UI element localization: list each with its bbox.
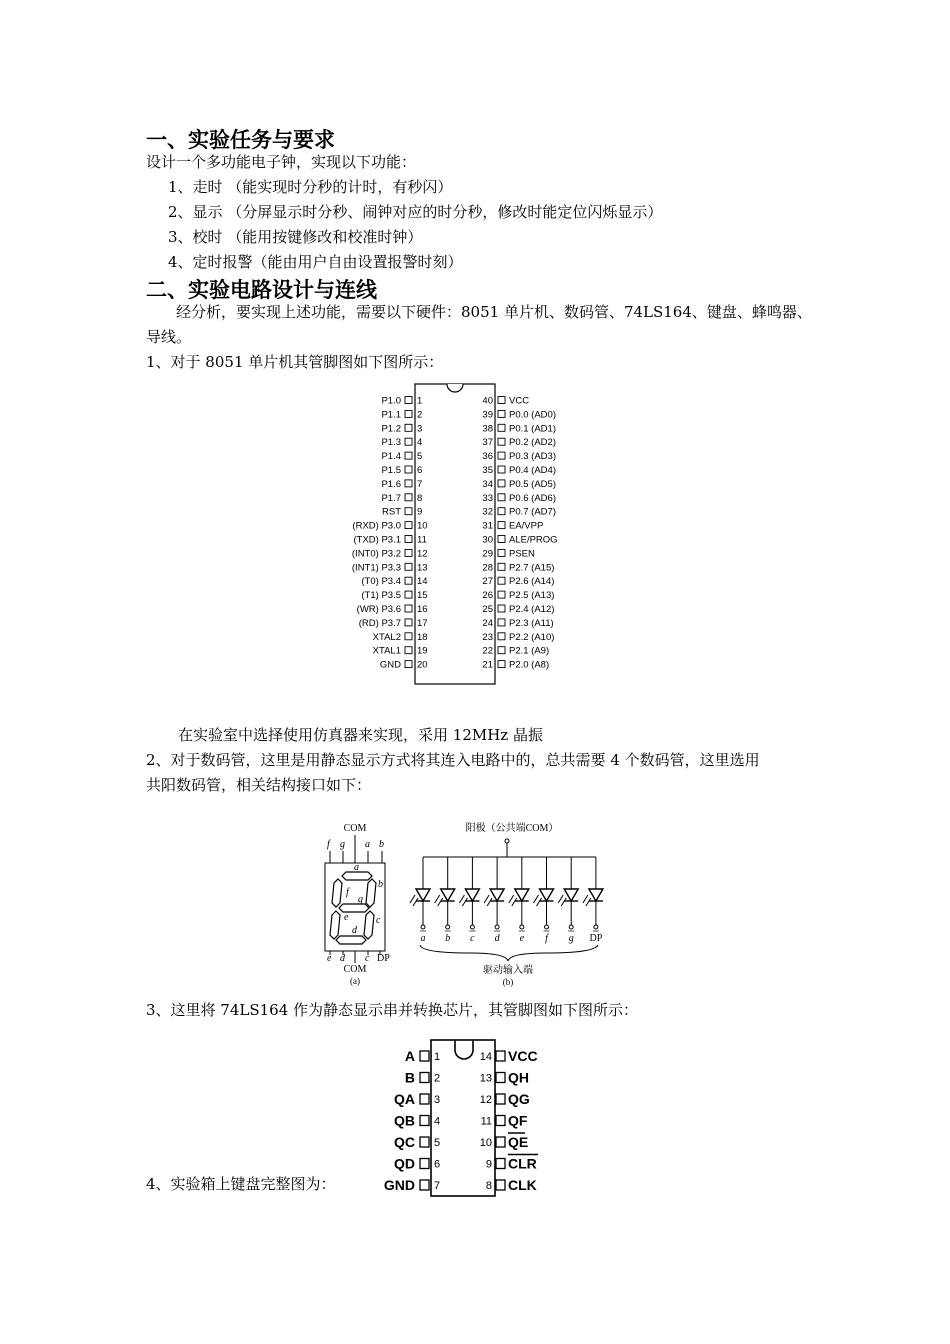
pin-number: 8 (417, 492, 423, 504)
bottom-pin-DP: DP (377, 953, 390, 964)
led-a (410, 857, 430, 944)
pin-label: QE (508, 1134, 529, 1150)
led-input-b: b (445, 933, 451, 944)
led-input-e: e (519, 933, 525, 944)
pin-label: CLR (508, 1155, 537, 1172)
pin-number: 16 (417, 604, 428, 615)
pin-label: QD (394, 1155, 415, 1172)
pin-label: P2.7 (A15) (509, 562, 555, 574)
pin-number: 12 (417, 548, 428, 560)
pin-number: 6 (434, 1158, 441, 1171)
pin-label: QA (394, 1091, 415, 1107)
pin-label: P2.1 (A9) (509, 645, 550, 657)
pin-label: P2.5 (A13) (509, 590, 555, 602)
item-74ls164: 3、这里将 74LS164 作为静态显示串并转换芯片，其管脚图如下图所示： (146, 1001, 639, 1019)
pin-label: P0.2 (AD2) (509, 437, 556, 449)
pin-label: GND (383, 1177, 415, 1193)
item-8051: 1、对于 8051 单片机其管脚图如下图所示： (146, 353, 444, 371)
pin-label: XTAL2 (372, 631, 401, 643)
pin-8051-right-28 (482, 562, 554, 573)
pin-label: VCC (509, 395, 530, 407)
segment-d-label: d (352, 925, 357, 936)
bottom-pin-d: d (340, 953, 345, 964)
simulator-note: 在实验室中选择使用仿真器来实现，采用 12MHz 晶振 (178, 726, 543, 744)
pin-number: 20 (417, 659, 428, 671)
pin-label: P1.1 (381, 409, 401, 421)
pin-label: (TXD) P3.1 (353, 534, 401, 546)
com-top-label: COM (343, 823, 367, 834)
pin-label: P1.2 (381, 423, 401, 435)
pin-number: 40 (482, 395, 493, 407)
pin-number: 9 (417, 506, 423, 518)
top-pin-f: f (327, 839, 330, 850)
pin-label: P2.2 (A10) (509, 631, 555, 643)
pin-number: 24 (482, 617, 493, 629)
item-seven-seg-line1: 2、对于数码管，这里是用静态显示方式将其连入电路中的，总共需要 4 个数码管，这里选用 (146, 751, 760, 769)
pin-label: QC (394, 1134, 415, 1150)
pin-label: VCC (508, 1048, 538, 1064)
pin-8051-right-33 (482, 493, 556, 504)
pin-number: 14 (479, 1051, 492, 1063)
pin-8051-right-25 (482, 604, 554, 615)
pin-number: 4 (434, 1115, 441, 1128)
pin-number: 38 (482, 423, 493, 435)
bottom-pin-c: c (365, 953, 370, 964)
chip-8051-pinout (335, 380, 585, 690)
led-b (435, 857, 455, 944)
drive-input-label: 驱动输入端 (483, 965, 533, 976)
pin-number: 8 (485, 1180, 492, 1192)
chip-74ls164-pinout (375, 1036, 545, 1204)
pin-number: 15 (417, 590, 428, 602)
pin-8051-right-31 (482, 521, 543, 532)
segment-a-label: a (354, 862, 359, 873)
pin-number: 11 (417, 534, 427, 546)
pin-label: P1.3 (381, 437, 401, 449)
pin-8051-right-24 (482, 618, 553, 629)
pin-8051-left-10 (352, 521, 427, 532)
pin-8051-left-18 (373, 632, 428, 643)
pin-number: 37 (482, 437, 493, 449)
pin-label: P0.7 (AD7) (509, 506, 556, 518)
pin-164-right-14 (480, 1048, 538, 1064)
hardware-paragraph-line2: 导线。 (146, 328, 192, 346)
pin-label: P0.6 (AD6) (509, 492, 556, 504)
pin-number: 27 (482, 576, 493, 588)
pin-label: XTAL1 (372, 645, 401, 657)
pin-8051-left-12 (352, 548, 428, 559)
pin-number: 33 (482, 492, 493, 504)
task-item-2: 2、显示 （分屏显示时分秒、闹钟对应的时分秒，修改时能定位闪烁显示） (168, 203, 663, 221)
pin-164-right-10 (480, 1134, 528, 1150)
pin-label: (INT0) P3.2 (351, 548, 401, 560)
section1-intro: 设计一个多功能电子钟，实现以下功能： (146, 153, 417, 171)
pin-number: 22 (482, 645, 493, 657)
pin-label: P2.3 (A11) (509, 617, 554, 629)
pin-number: 36 (482, 451, 493, 463)
pin-number: 30 (482, 534, 493, 546)
pin-label: P2.4 (A12) (509, 604, 555, 615)
led-d (484, 857, 504, 944)
pin-number: 7 (417, 478, 423, 490)
pin-8051-left-13 (352, 562, 428, 573)
pin-8051-left-8 (381, 493, 422, 504)
pin-number: 1 (434, 1051, 441, 1063)
bottom-pin-e: e (327, 953, 332, 964)
pin-label: P1.4 (381, 451, 401, 463)
segment-e-label: e (344, 912, 349, 923)
pin-label: P0.1 (AD1) (509, 423, 556, 435)
led-f (534, 857, 554, 944)
led-input-a: a (420, 933, 426, 944)
pin-label: QH (508, 1069, 529, 1086)
pin-8051-right-34 (482, 479, 556, 490)
pin-164-right-11 (481, 1113, 528, 1129)
pin-8051-right-21 (482, 660, 549, 671)
pin-8051-right-30 (482, 535, 557, 546)
pin-8051-left-2 (381, 409, 422, 420)
seven-segment-diagram (310, 815, 630, 995)
pin-label: CLK (508, 1177, 537, 1193)
pin-label: QB (394, 1112, 415, 1129)
pin-number: 26 (482, 590, 493, 602)
pin-number: 28 (482, 562, 493, 574)
pin-164-left-6 (394, 1156, 440, 1172)
pin-164-left-3 (394, 1091, 440, 1107)
pin-label: P1.6 (381, 478, 401, 490)
task-item-3: 3、校时 （能用按键修改和校准时钟） (168, 228, 423, 246)
pin-label: (INT1) P3.3 (351, 562, 401, 574)
pin-number: 7 (434, 1180, 441, 1192)
pin-label: P0.3 (AD3) (509, 451, 556, 463)
pin-number: 1 (417, 395, 423, 407)
pin-8051-left-15 (361, 590, 427, 601)
pin-8051-left-14 (361, 576, 427, 587)
section2-heading: 二、实验电路设计与连线 (146, 278, 377, 302)
pin-number: 3 (417, 423, 423, 435)
pin-label: QG (508, 1091, 530, 1107)
pin-label: (T0) P3.4 (361, 576, 401, 588)
pin-164-right-9 (486, 1156, 537, 1172)
led-input-f: f (545, 933, 548, 944)
pin-number: 10 (417, 520, 428, 532)
pin-164-right-12 (480, 1091, 530, 1107)
pin-164-left-4 (394, 1113, 440, 1129)
anode-label: 阳极（公共端COM） (465, 823, 559, 834)
pin-8051-left-6 (381, 465, 422, 476)
pin-number: 3 (434, 1094, 441, 1106)
pin-label: A (404, 1048, 415, 1064)
pin-8051-left-1 (381, 396, 422, 407)
led-c (459, 857, 479, 944)
top-pin-g: g (340, 839, 345, 850)
pin-8051-right-22 (482, 646, 549, 657)
pin-8051-right-38 (482, 423, 556, 434)
pin-number: 2 (417, 409, 423, 421)
com-bottom-label: COM (343, 964, 367, 975)
pin-8051-left-5 (381, 451, 422, 462)
led-input-c: c (470, 933, 475, 944)
task-item-1: 1、走时 （能实现时分秒的计时，有秒闪） (168, 178, 453, 196)
pin-number: 14 (417, 576, 428, 588)
pin-8051-left-3 (381, 423, 422, 434)
pin-label: QF (508, 1112, 528, 1129)
pin-number: 2 (434, 1072, 441, 1085)
pin-8051-left-17 (359, 618, 428, 629)
pin-number: 9 (485, 1158, 492, 1171)
pin-8051-left-7 (381, 479, 422, 490)
pin-label: EA/VPP (509, 520, 544, 532)
pin-label: P0.0 (AD0) (509, 409, 556, 421)
pin-label: P0.4 (AD4) (509, 465, 556, 476)
pin-label: P1.7 (381, 492, 401, 504)
segment-c-label: c (376, 915, 381, 926)
pin-number: 17 (417, 617, 428, 629)
pin-8051-left-4 (381, 437, 422, 448)
pin-number: 13 (417, 562, 428, 574)
pin-number: 29 (482, 548, 493, 560)
pin-label: GND (379, 659, 401, 671)
item-keyboard: 4、实验箱上键盘完整图为： (146, 1175, 336, 1193)
pin-label: (RD) P3.7 (358, 617, 401, 629)
pin-label: RST (382, 506, 401, 518)
pin-number: 4 (417, 437, 423, 449)
pin-number: 10 (479, 1137, 492, 1149)
pin-number: 39 (482, 409, 493, 421)
pin-label: P1.0 (381, 395, 401, 407)
pin-label: PSEN (509, 548, 535, 560)
pin-8051-left-9 (382, 507, 422, 518)
pin-number: 34 (482, 478, 493, 490)
pin-8051-right-40 (482, 396, 529, 407)
task-item-4: 4、定时报警（能由用户自由设置报警时刻） (168, 253, 463, 271)
pin-number: 18 (417, 631, 428, 643)
led-input-DP: DP (589, 933, 603, 944)
pin-8051-right-32 (482, 507, 556, 518)
pin-label: P0.5 (AD5) (509, 478, 556, 490)
pin-8051-right-26 (482, 590, 554, 601)
pin-number: 11 (480, 1115, 492, 1128)
led-input-g: g (568, 933, 574, 944)
pin-label: (T1) P3.5 (361, 590, 401, 602)
pin-8051-right-37 (482, 437, 556, 448)
pin-label: P1.5 (381, 465, 401, 476)
pin-8051-left-19 (373, 646, 428, 657)
pin-164-left-5 (394, 1134, 440, 1150)
pin-8051-right-27 (482, 576, 554, 587)
pin-8051-left-16 (357, 604, 428, 615)
pin-number: 12 (479, 1094, 492, 1106)
section1-heading: 一、实验任务与要求 (146, 128, 335, 152)
led-g (558, 857, 578, 944)
hardware-paragraph-line1: 经分析，要实现上述功能，需要以下硬件：8051 单片机、数码管、74LS164、键盘、蜂鸣器、 (176, 303, 812, 321)
pin-label: P2.6 (A14) (509, 576, 555, 588)
caption-b: (b) (502, 977, 514, 987)
top-pin-b: b (379, 839, 384, 850)
pin-label: P2.0 (A8) (509, 659, 550, 671)
pin-164-left-1 (405, 1048, 440, 1064)
pin-8051-right-23 (482, 632, 554, 643)
pin-label: (RXD) P3.0 (352, 520, 401, 532)
pin-8051-right-36 (482, 451, 556, 462)
segment-b-label: b (378, 879, 383, 890)
top-pin-a: a (365, 839, 370, 850)
pin-number: 5 (434, 1137, 441, 1149)
pin-label: ALE/PROG (509, 534, 558, 546)
pin-number: 21 (482, 659, 493, 671)
segment-g-label: g (358, 894, 363, 905)
pin-number: 5 (417, 451, 423, 463)
pin-number: 35 (482, 465, 493, 476)
pin-number: 25 (482, 604, 493, 615)
pin-164-left-2 (405, 1070, 440, 1086)
pin-number: 31 (482, 520, 493, 532)
pin-number: 32 (482, 506, 493, 518)
pin-8051-right-29 (482, 548, 535, 559)
segment-f-label: f (346, 887, 349, 898)
pin-label: (WR) P3.6 (356, 604, 401, 615)
caption-a: (a) (350, 976, 360, 986)
pin-164-right-8 (486, 1177, 537, 1193)
pin-number: 23 (482, 631, 493, 643)
led-input-d: d (494, 933, 500, 944)
pin-8051-right-35 (482, 465, 556, 476)
pin-164-right-13 (480, 1070, 529, 1086)
pin-number: 19 (417, 645, 428, 657)
led-e (509, 857, 529, 944)
pin-number: 6 (417, 465, 423, 476)
led-DP (583, 857, 603, 944)
pin-8051-right-39 (482, 409, 556, 420)
item-seven-seg-line2: 共阳数码管，相关结构接口如下： (146, 776, 372, 794)
pin-8051-left-20 (380, 660, 428, 671)
pin-label: B (404, 1069, 415, 1086)
pin-number: 13 (479, 1072, 492, 1085)
pin-8051-left-11 (353, 535, 426, 546)
